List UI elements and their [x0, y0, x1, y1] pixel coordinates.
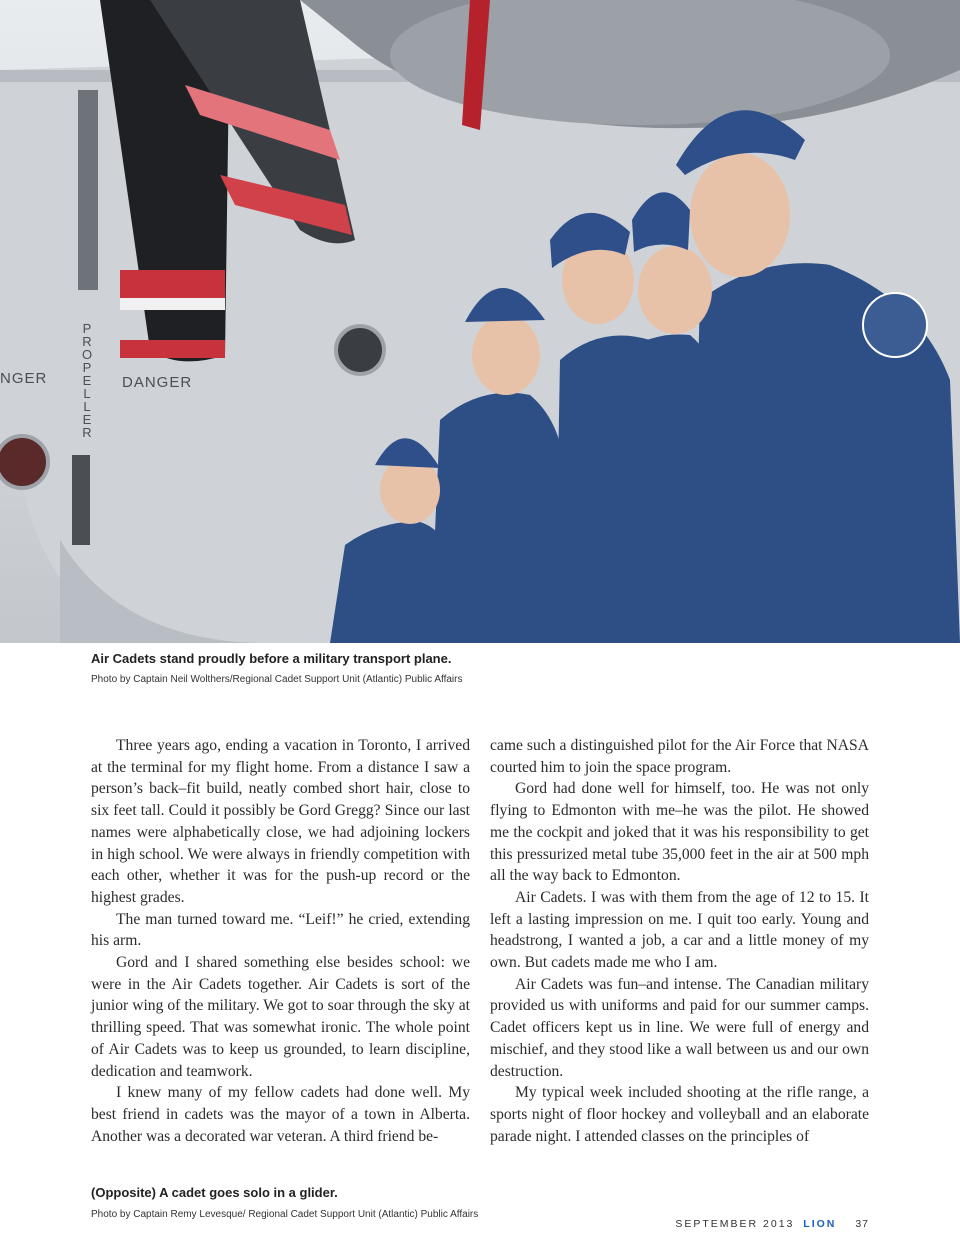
plane-label-propeller: PROPELLER [81, 321, 93, 440]
article-paragraph: Gord had done well for himself, too. He was not only flying to Edmonton with me–he was the pilot. He showed me the cockpit and joked that it was his responsibility to get this pressurized metal tube 35,000 feet in the air at 500 mph all the way back to Edmonton. [490, 780, 869, 885]
footer-page-number: 37 [855, 1218, 869, 1230]
photo-caption-title: Air Cadets stand proudly before a military transport plane. [91, 651, 452, 666]
opposite-photo-caption-title: (Opposite) A cadet goes solo in a glider. [91, 1185, 338, 1200]
plane-label-danger-right: DANGER [122, 374, 193, 391]
article-paragraph: came such a distinguished pilot for the Air Force that NASA courted him to join the space program. [490, 737, 869, 776]
footer-date: SEPTEMBER 2013 [675, 1218, 795, 1230]
article-paragraph: My typical week included shooting at the rifle range, a sports night of floor hockey and volleyball and an elaborate parade night. I attended classes on the principles of [490, 1084, 869, 1145]
article-right-column [490, 735, 869, 1147]
page-footer [675, 1218, 869, 1230]
article-paragraph: Air Cadets was fun–and intense. The Canadian military provided us with uniforms and paid for our summer camps. Cadet officers kept us in line. We were full of energy and mischief, and they stood like a wall between us and our own destruction. [490, 975, 869, 1080]
article-paragraph: Air Cadets. I was with them from the age of 12 to 15. It left a lasting impression on me. I quit too early. Young and headstrong, I wanted a job, a car and a little money of my own. But cadets made me who I am. [490, 888, 869, 972]
plane-label-danger-left: NGER [0, 370, 48, 387]
opposite-photo-caption-credit: Photo by Captain Remy Levesque/ Regional Cadet Support Unit (Atlantic) Public Affairs [91, 1209, 479, 1220]
footer-magazine-name: LION [803, 1218, 837, 1230]
article-paragraph: The man turned toward me. “Leif!” he cried, extending his arm. [91, 910, 470, 950]
article-left-column [91, 735, 470, 1147]
article-paragraph: I knew many of my fellow cadets had done well. My best friend in cadets was the mayor of a town in Alberta. Another was a decorated war veteran. A third friend be- [91, 1084, 470, 1145]
photo-caption-credit: Photo by Captain Neil Wolthers/Regional Cadet Support Unit (Atlantic) Public Affairs [91, 674, 463, 685]
article-paragraph: Three years ago, ending a vacation in Toronto, I arrived at the terminal for my flight home. From a distance I saw a person’s back–fit build, neatly combed short hair, close to six feet tall. Could it possibly be Gord Gregg? Since our last names were alphabetically close, we had adjoining lockers in high school. We were always in friendly competition with each other, whether it was for the push-up record or the highest grades. [91, 737, 470, 906]
article-paragraph: Gord and I shared something else besides school: we were in the Air Cadets together. Air Cadets is sort of the junior wing of the military. We got to soar through the sky at thrilling speed. That was somewhat ironic. The whole point of Air Cadets was to keep us grounded, to learn discipline, dedication and teamwork. [91, 954, 470, 1080]
